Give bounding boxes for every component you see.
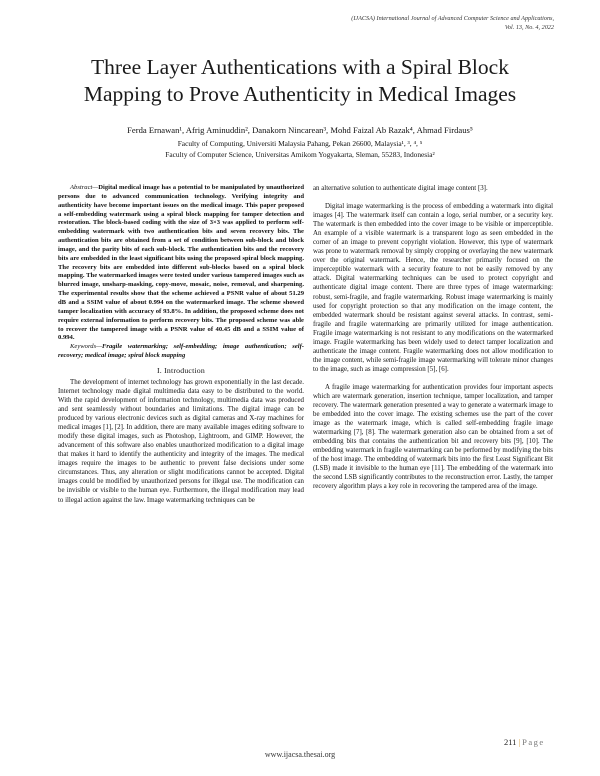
journal-header: [134, 14, 554, 32]
journal-website[interactable]: www.ijacsa.thesai.org: [264, 750, 336, 759]
right-column: [313, 184, 553, 492]
keywords-label: Keywords—: [70, 343, 102, 351]
journal-volume: Vol. 13, No. 4, 2022: [504, 24, 554, 31]
page-number: [504, 737, 545, 747]
journal-name: (IJACSA) International Journal of Advanced Computer Science and Applications,: [351, 15, 554, 22]
page-number-value: 211: [504, 737, 517, 747]
title-line-1: Three Layer Authentications with a Spiral Block: [91, 55, 509, 79]
paper-title: [40, 54, 560, 108]
abstract-label: Abstract—: [70, 184, 99, 191]
abstract-text: Digital medical image has a potential to be manipulated by unauthorized persons due to advanced communication technology. Verifying integrity and authenticity have become important issues on the medical image. This paper proposed a self-embedding watermark using a spiral block mapping for tamper detection and restoration. The block-based coding with the size of 3×3 was applied to perform self-embedding watermark with two authentication bits and seven recovery bits. The authentication bits are obtained from a set of condition between sub-block and block image, and the parity bits of each sub-block. The authentication bits and the recovery bits are embedded in the least significant bits using the proposed spiral block mapping. The recovery bits are embedded into different sub-blocks based on a spiral block mapping. The watermarked images were tested under various tampered images such as blurred image, unsharp-masking, copy-move, mosaic, noise, removal, and sharpening. The experimental results show that the scheme achieved a PSNR value of about 51.29 dB and a SSIM value of about 0.994 on the watermarked image. The scheme showed tamper localization with accuracy of 93.8%. In addition, the proposed scheme does not require external information to perform recovery bits. The proposed scheme was able to recover the tampered image with a PSNR value of 40.45 dB and a SSIM value of 0.994.: [58, 184, 304, 342]
intro-paragraph-1: The development of internet technology has grown exponentially in the last decade. Internet technology made digital multimedia data easy to be distributed to the world. With the rapid development of information technology, multimedia data was produced and sent seamlessly without boundaries and limitations. The digital image can be produced by various electronic devices such as digital cameras and X-ray machines for medical images [1], [2]. In addition, there are many available images editing software to modify these digital images, such as Photoshop, Lightroom, and GIMP. However, the advancement of this software also enables unauthorized modification to a digital image that makes it hard to identify the authenticity and integrity of the images. The medical images require the images to be authentic to prevent false decisions under some circumstances. Thus, any alteration or slight modifications cannot be accepted. Digital images could be modified by unauthorized persons for illegal use. The modification can be invisible or visible to the human eye. Furthermore, the illegal modification may lead to illegal action against the law. Image watermarking techniques can be: [58, 378, 304, 504]
affiliation-1: Faculty of Computing, Universiti Malaysia Pahang, Pekan 26600, Malaysia¹, ³, ⁴, ⁵: [177, 139, 423, 148]
title-line-2: Mapping to Prove Authenticity in Medical Images: [83, 82, 517, 106]
affiliation-2: Faculty of Computer Science, Universitas Amikom Yogyakarta, Sleman, 55283, Indonesia²: [165, 150, 435, 159]
keywords: [58, 343, 304, 361]
intro-paragraph-3: A fragile image watermarking for authentication provides four important aspects which are watermark generation, insertion technique, tamper localization, and tamper recovery. The watermark generation presented a way to generate a watermark image to be embedded into the cover image. The existing schemes use the part of the cover image as the watermark image, which is called self-embedding fragile image watermarking [7], [8]. The watermark generation also can be obtained from a set of embedding bits that contains the authentication bit and recovery bits [9], [10]. The embedding watermark in fragile watermarking can be performed by modifying the bits of the host image. The embedding of watermark bits into the first Least Significant Bit (LSB) made it invisible to the human eye [11]. The embedding of the watermark into the second LSB significantly contributes to the reconstruction error. Lastly, the tamper recovery algorithm plays a key role in recovering the tampered area of the image.: [313, 383, 553, 491]
intro-paragraph-2: Digital image watermarking is the process of embedding a watermark into digital images [4]. The watermark itself can contain a logo, serial number, or a security key. The watermark is then embedded into the cover image to be visible or imperceptible. An example of a visible watermark is a transparent logo as seen embedded in the corner of an image to prevent copyright violation. However, this type of watermark was prone to watermark removal by simply cropping or overlaying the new watermark over the original watermark. Hence, the researcher primarily focused on the imperceptible watermark with a security feature to not be easily removed by any attack. Digital watermarking techniques can be used to protect copyright and authenticate digital image content. There are three types of image watermarking: robust, semi-fragile, and fragile watermarking. Robust image watermarking is mainly used for copyright protection so that any modification on the image content, the embedded watermark should be resistant against several attacks. In contrast, semi-fragile and fragile watermarking are primarily utilized for image authentication. Fragile image watermarking is not resistant to any modifications on the watermarked image. Fragile watermarking has been widely used to detect tamper localization and authenticate the image content. Fragile watermarking does not allow modification to the image content, while semi-fragile image watermarking will tolerate minor changes to the image, such as image compression [5], [6].: [313, 203, 553, 373]
section-heading-introduction: I. Introduction: [156, 365, 206, 375]
left-column: [58, 184, 304, 505]
abstract: [58, 184, 304, 343]
author-list: Ferda Ernawan¹, Afrig Aminuddin², Danakorn Nincarean³, Mohd Faizal Ab Razak⁴, Ahmad Firdaus⁵: [127, 125, 473, 135]
intro-paragraph-1-continued: an alternative solution to authenticate digital image content [3].: [313, 185, 488, 192]
page-label: Page: [522, 737, 545, 747]
page-separator: |: [518, 737, 521, 747]
keywords-text: Fragile watermarking; self-embedding; image authentication; self-recovery; medical image; spiral block mapping: [58, 343, 304, 360]
